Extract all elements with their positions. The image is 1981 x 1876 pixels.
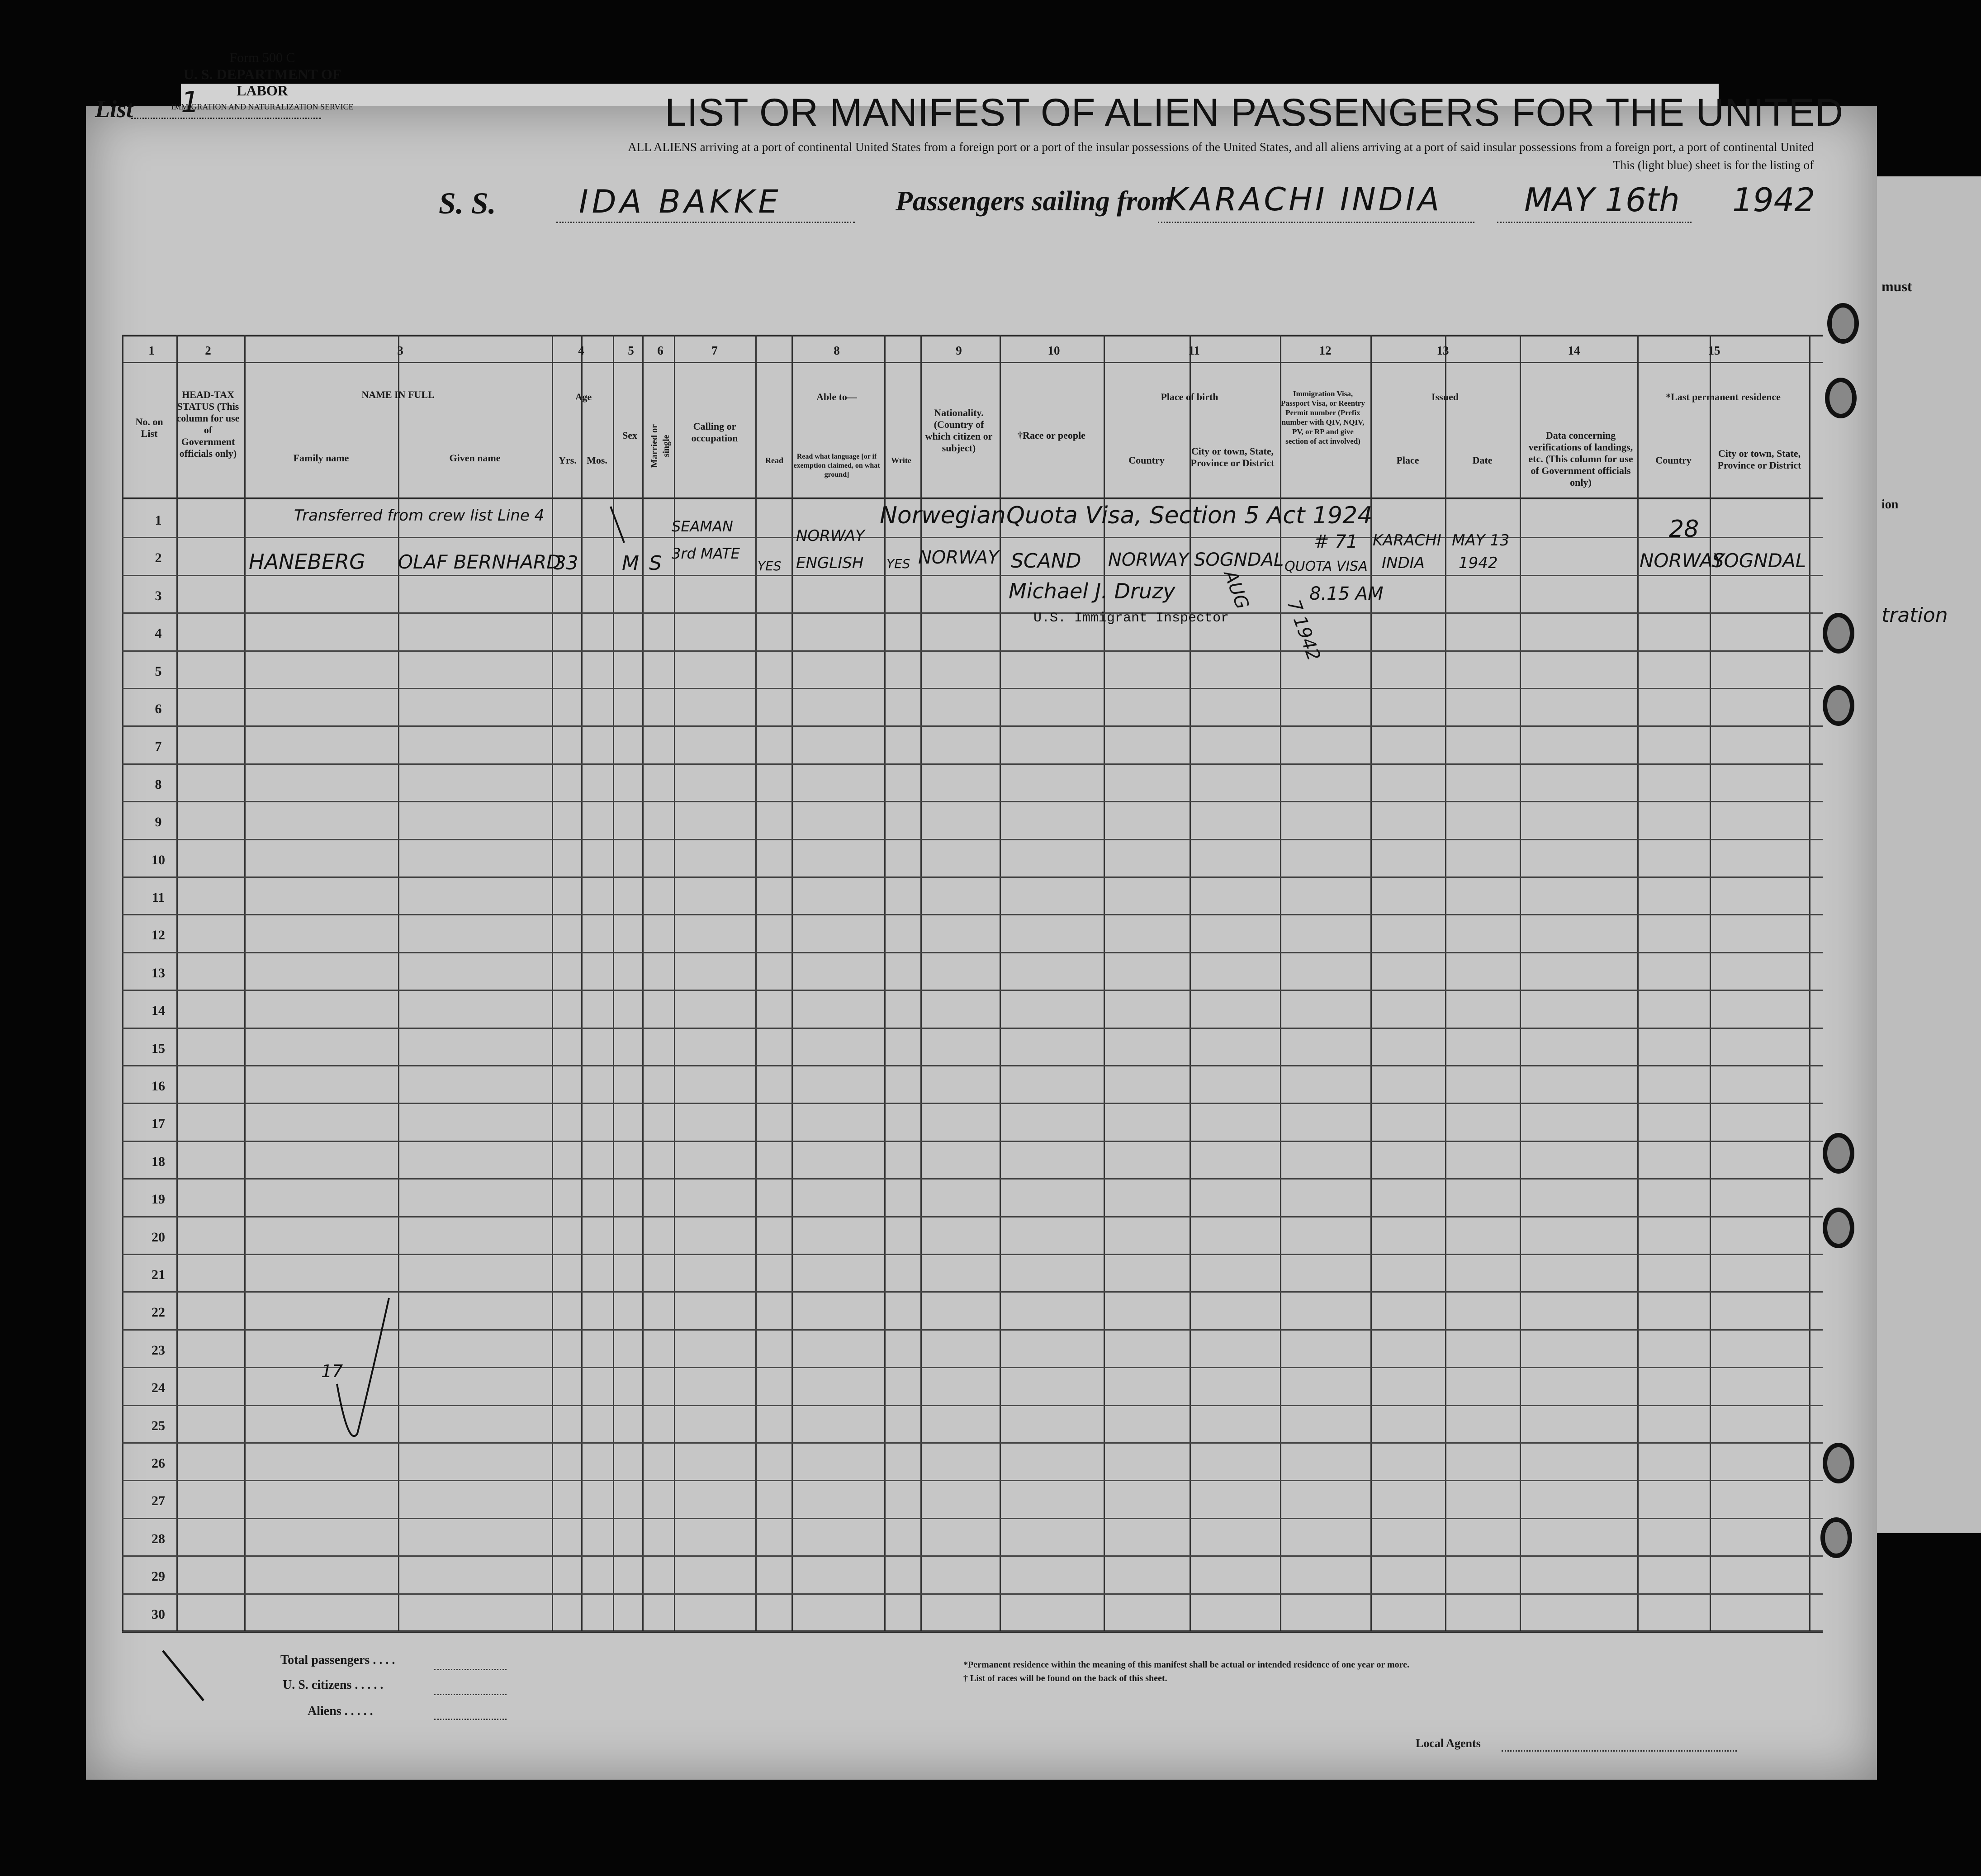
manifest-subtitle-1: ALL ALIENS arriving at a port of continental United States from a foreign port or a port of the insular possessions of the United States, and all aliens arriving at a port of said insular possessions from a foreign port, a port of continental United	[628, 140, 1814, 154]
punch-hole	[1823, 613, 1854, 654]
col-num-7: 7	[711, 344, 718, 357]
inspector-signature: Michael J. Druzy	[1009, 579, 1175, 603]
row-number: 18	[152, 1154, 165, 1169]
entry-issued-place-2: INDIA	[1382, 554, 1425, 572]
row-number: 22	[152, 1305, 165, 1320]
footer-agents-line	[1502, 1750, 1737, 1752]
col-num-10: 10	[1047, 344, 1060, 357]
col-num-4: 4	[578, 344, 584, 357]
hdr-visa-number: Immigration Visa, Passport Visa, or Reentry Permit number (Prefix number with QIV, NQIV, PV, or RP and give section of act involved)	[1281, 389, 1365, 445]
footer-slash	[163, 1651, 204, 1701]
punch-hole	[1823, 1133, 1854, 1174]
row-number: 23	[152, 1342, 165, 1358]
entry-birth-city: SOGNDAL	[1194, 550, 1284, 570]
row-number: 24	[152, 1380, 165, 1396]
entry-occupation-2: 3rd MATE	[672, 545, 740, 562]
row-number: 17	[152, 1116, 165, 1132]
row-number: 19	[152, 1192, 165, 1207]
side-text-must: must	[1881, 278, 1912, 294]
punch-hole	[1823, 1208, 1854, 1248]
row-number: 20	[152, 1229, 165, 1245]
hdr-read: Read	[765, 456, 783, 465]
row-number: 13	[152, 965, 165, 981]
footer-agents: Local Agents	[1416, 1737, 1481, 1750]
hdr-age-yrs: Yrs.	[559, 455, 577, 466]
hdr-race: †Race or people	[1018, 430, 1085, 441]
row-number: 25	[152, 1418, 165, 1433]
footer-aliens-line	[434, 1719, 507, 1720]
row-number: 10	[152, 852, 165, 867]
entry-res-city: SOGNDAL	[1712, 550, 1806, 572]
row-number: 4	[155, 626, 162, 641]
entry-issued-place-1: KARACHI	[1373, 531, 1441, 550]
row-number: 21	[152, 1267, 165, 1282]
footer-total: Total passengers . . . .	[280, 1653, 395, 1667]
sex-slash	[611, 507, 624, 543]
entry-write: YES	[886, 556, 910, 571]
manifest-subtitle-2: This (light blue) sheet is for the listing of	[1613, 158, 1814, 172]
manifest-title: LIST OR MANIFEST OF ALIEN PASSENGERS FOR THE UNITED	[665, 91, 1844, 134]
col-num-13: 13	[1436, 344, 1449, 357]
entry-issued-date-2: 1942	[1459, 554, 1498, 572]
row-number: 29	[152, 1569, 165, 1584]
hdr-age: Age	[575, 391, 592, 403]
hdr-read-language: Read what language [or if exemption claimed, on what ground]	[793, 453, 880, 478]
entry-language-2: ENGLISH	[796, 554, 864, 572]
col-num-6: 6	[657, 344, 663, 357]
row-number: 26	[152, 1456, 165, 1471]
sailing-year: 1942	[1732, 181, 1815, 219]
col-num-3: 3	[397, 344, 403, 357]
row-number: 1	[155, 513, 162, 528]
punch-hole	[1827, 303, 1859, 344]
punch-hole	[1820, 1517, 1852, 1558]
col-num-11: 11	[1188, 344, 1200, 357]
hdr-issued-date: Date	[1472, 455, 1493, 466]
row-number: 28	[152, 1531, 165, 1546]
row-number: 3	[155, 588, 162, 603]
stamp-month: AUG	[1219, 568, 1253, 612]
punch-hole	[1823, 1443, 1854, 1483]
footer-aliens: Aliens . . . . .	[308, 1704, 373, 1718]
hdr-family-name: Family name	[293, 452, 349, 464]
hdr-res-country: Country	[1655, 455, 1692, 466]
row-number: 16	[152, 1079, 165, 1094]
stamp-date: 7 1942	[1283, 597, 1324, 664]
side-text-tration: tration	[1881, 604, 1948, 627]
row-number: 27	[152, 1493, 165, 1509]
hdr-verifications: Data concerning verifications of landings, etc. (This column for use of Government officials only)	[1528, 430, 1633, 488]
hdr-issued: Issued	[1431, 391, 1459, 403]
footer-note-1: *Permanent residence within the meaning of this manifest shall be actual or intended residence of one year or more.	[963, 1660, 1410, 1670]
entry-language-1: NORWAY	[796, 527, 865, 545]
service: IMMIGRATION AND NATURALIZATION SERVICE	[171, 102, 354, 111]
hdr-name-in-full: NAME IN FULL	[361, 389, 435, 400]
row-number: 9	[155, 815, 162, 830]
hdr-birth-city: City or town, State, Province or District	[1190, 445, 1275, 469]
side-text-ion: ion	[1881, 497, 1899, 512]
row-number: 8	[155, 777, 162, 792]
row-number: 2	[155, 550, 162, 566]
hdr-age-mos: Mos.	[587, 455, 607, 466]
hdr-res-city: City or town, State, Province or District	[1717, 448, 1801, 471]
entry-quota-note: Quota Visa, Section 5 Act 1924	[1006, 502, 1373, 529]
hdr-birth-country: Country	[1128, 455, 1165, 466]
tally-mark: 17	[321, 1361, 343, 1381]
entry-res-note: 28	[1669, 516, 1699, 543]
entry-race: SCAND	[1011, 550, 1081, 573]
port-name: KARACHI INDIA	[1167, 181, 1442, 218]
entry-visa-1: # 71	[1314, 531, 1358, 552]
passengers-label: Passengers sailing from	[896, 186, 1173, 217]
form-number: Form 500 C	[229, 50, 295, 65]
hdr-no-on-list: No. on List	[135, 416, 163, 439]
entry-occupation-1: SEAMAN	[672, 518, 733, 535]
hdr-nationality: Nationality. (Country of which citizen or subject)	[925, 407, 993, 454]
check-mark	[337, 1298, 389, 1436]
footer-total-line	[434, 1669, 507, 1670]
row-number: 11	[152, 890, 165, 905]
hdr-issued-place: Place	[1396, 455, 1419, 466]
entry-age: 33	[554, 552, 578, 574]
col-num-8: 8	[834, 344, 840, 357]
entry-marital: S	[649, 552, 662, 575]
col-num-12: 12	[1319, 344, 1332, 357]
list-value: 1	[181, 86, 199, 119]
stamp-time: 8.15 AM	[1309, 583, 1384, 604]
entry-birth-country: NORWAY	[1108, 550, 1189, 570]
entry-family-name: HANEBERG	[249, 550, 365, 574]
entry-given-name: OLAF BERNHARD	[398, 551, 561, 573]
entry-read: YES	[758, 559, 782, 573]
inspector-title: U.S. Immigrant Inspector	[1033, 611, 1229, 626]
sailing-date: MAY 16th	[1524, 181, 1680, 219]
entry-visa-2: QUOTA VISA	[1284, 559, 1368, 574]
row-number: 5	[155, 663, 162, 679]
ss-label: S. S.	[439, 186, 496, 220]
entry-nationality-note: Norwegian	[880, 502, 1006, 529]
row-number: 12	[152, 928, 165, 943]
department: U. S. DEPARTMENT OF LABOR	[183, 66, 341, 99]
hdr-place-of-birth: Place of birth	[1161, 391, 1218, 403]
entry-transfer-note: Transferred from crew list Line 4	[294, 507, 545, 525]
hdr-married-single: Married or single	[649, 424, 671, 468]
footer-citizens-line	[434, 1694, 507, 1695]
col-num-14: 14	[1568, 344, 1580, 357]
entry-nationality: NORWAY	[918, 547, 999, 568]
entry-sex: M	[622, 552, 639, 575]
row-number: 7	[155, 739, 162, 754]
entry-issued-date-1: MAY 13	[1452, 531, 1510, 550]
hdr-write: Write	[891, 456, 911, 465]
col-num-9: 9	[956, 344, 962, 357]
hdr-head-tax: HEAD-TAX STATUS (This column for use of Government officials only)	[176, 389, 240, 459]
entry-res-country: NORWAY	[1640, 550, 1725, 572]
row-number: 30	[152, 1606, 165, 1622]
hdr-given-name: Given name	[449, 452, 501, 464]
list-label: List	[95, 95, 133, 123]
hdr-occupation: Calling or occupation	[691, 421, 738, 444]
punch-hole	[1823, 685, 1854, 726]
punch-hole	[1825, 378, 1857, 418]
row-number: 15	[152, 1041, 165, 1056]
footer-citizens: U. S. citizens . . . . .	[283, 1678, 384, 1692]
col-num-2: 2	[205, 344, 211, 357]
col-num-1: 1	[148, 344, 155, 357]
hdr-sex: Sex	[622, 430, 637, 441]
ship-name: IDA BAKKE	[579, 183, 782, 220]
hdr-last-residence: *Last permanent residence	[1666, 391, 1781, 403]
row-number: 6	[155, 701, 162, 716]
row-number: 14	[152, 1003, 165, 1019]
col-num-15: 15	[1708, 344, 1720, 357]
col-num-5: 5	[628, 344, 634, 357]
hdr-able-to: Able to—	[816, 391, 857, 403]
footer-note-2: † List of races will be found on the back of this sheet.	[963, 1673, 1167, 1683]
